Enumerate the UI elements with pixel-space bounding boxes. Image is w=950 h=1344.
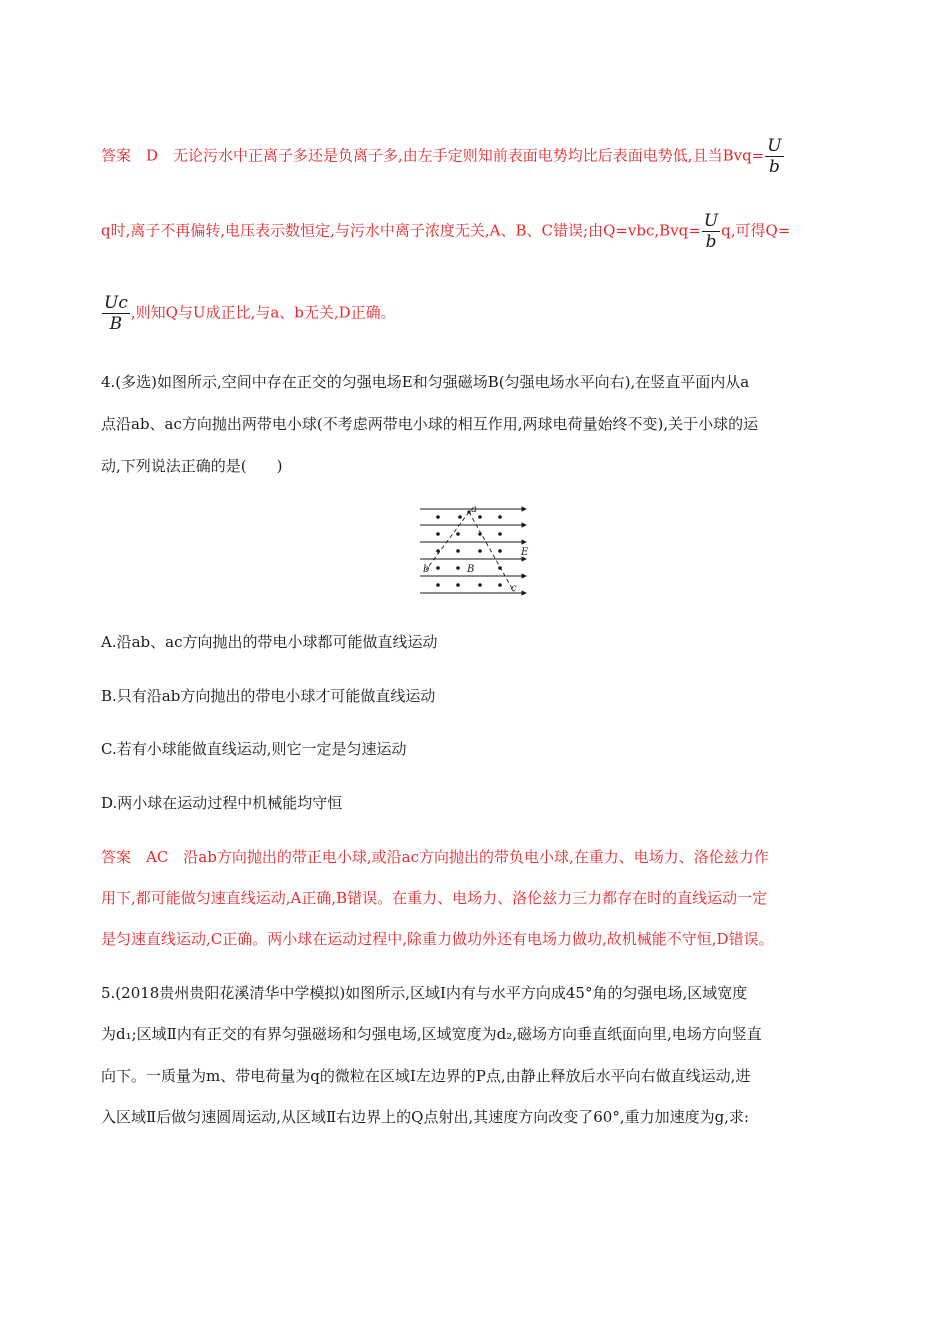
question5-line1: 5.(2018贵州贵阳花溪清华中学模拟)如图所示,区域Ⅰ内有与水平方向成45°角的匀强电场,区域宽度 [101, 984, 748, 1002]
frac1-den: b [768, 157, 780, 177]
label-c: c [511, 583, 517, 594]
answer3-text1: 答案 D 无论污水中正离子多还是负离子多,由左手定则知前表面电势均比后表面电势低,且当Bvq= [101, 146, 765, 165]
label-a: a [471, 504, 477, 515]
label-B: B [467, 564, 475, 575]
answer4-line3: 是匀速直线运动,C正确。两小球在运动过程中,除重力做功外还有电场力做功,故机械能不守恒,D错误。 [101, 930, 774, 948]
option-a: A.沿ab、ac方向抛出的带电小球都可能做直线运动 [101, 633, 438, 651]
option-d: D.两小球在运动过程中机械能均守恒 [101, 794, 343, 812]
option-b: B.只有沿ab方向抛出的带电小球才可能做直线运动 [101, 687, 436, 705]
path-ab [426, 512, 469, 570]
question5-line2: 为d₁;区域Ⅱ内有正交的有界匀强磁场和匀强电场,区域宽度为d₂,磁场方向垂直纸面向里,电场方向竖直 [101, 1025, 762, 1043]
answer3-text3: ,则知Q与U成正比,与a、b无关,D正确。 [130, 303, 396, 322]
answer3-line1 [101, 136, 785, 177]
frac3-num: Uc [104, 293, 128, 313]
path-ac [469, 512, 514, 592]
frac2-den: b [705, 232, 717, 252]
frac2-num: U [703, 211, 719, 231]
question4-line2: 点沿ab、ac方向抛出两带电小球(不考虑两带电小球的相互作用,两球电荷量始终不变),关于小球的运 [101, 415, 759, 433]
question4-line3: 动,下列说法正确的是( ) [101, 457, 283, 475]
frac3-den: B [109, 314, 123, 334]
field-lines [420, 509, 526, 593]
answer4-line1: 答案 AC 沿ab方向抛出的带正电小球,或沿ac方向抛出的带负电小球,在重力、电场力、洛伦兹力作 [101, 848, 769, 866]
fraction-u-over-b [765, 136, 783, 177]
fraction-uc-over-b [102, 293, 130, 334]
answer3-line2 [101, 211, 790, 252]
answer3-line3 [101, 293, 396, 334]
answer3-text2b: q,可得Q= [721, 221, 791, 240]
answer3-text2a: q时,离子不再偏转,电压表示数恒定,与污水中离子浓度无关,A、B、C错误;由Q=vbc,Bvq= [101, 221, 701, 240]
frac1-num: U [767, 136, 782, 156]
field-diagram [418, 500, 530, 600]
option-c: C.若有小球能做直线运动,则它一定是匀速运动 [101, 740, 407, 758]
label-b: b [423, 564, 430, 575]
answer4-line2: 用下,都可能做匀速直线运动,A正确,B错误。在重力、电场力、洛伦兹力三力都存在时的直线运动一定 [101, 889, 768, 907]
question5-line4: 入区域Ⅱ后做匀速圆周运动,从区域Ⅱ右边界上的Q点射出,其速度方向改变了60°,重力加速度为g,求: [101, 1108, 750, 1126]
question4-line1: 4.(多选)如图所示,空间中存在正交的匀强电场E和匀强磁场B(匀强电场水平向右),在竖直平面内从a [101, 373, 750, 391]
label-E: E [521, 547, 529, 558]
question5-line3: 向下。一质量为m、带电荷量为q的微粒在区域Ⅰ左边界的P点,由静止释放后水平向右做直线运动,进 [101, 1067, 751, 1085]
fraction-u-over-b-2 [702, 211, 720, 252]
